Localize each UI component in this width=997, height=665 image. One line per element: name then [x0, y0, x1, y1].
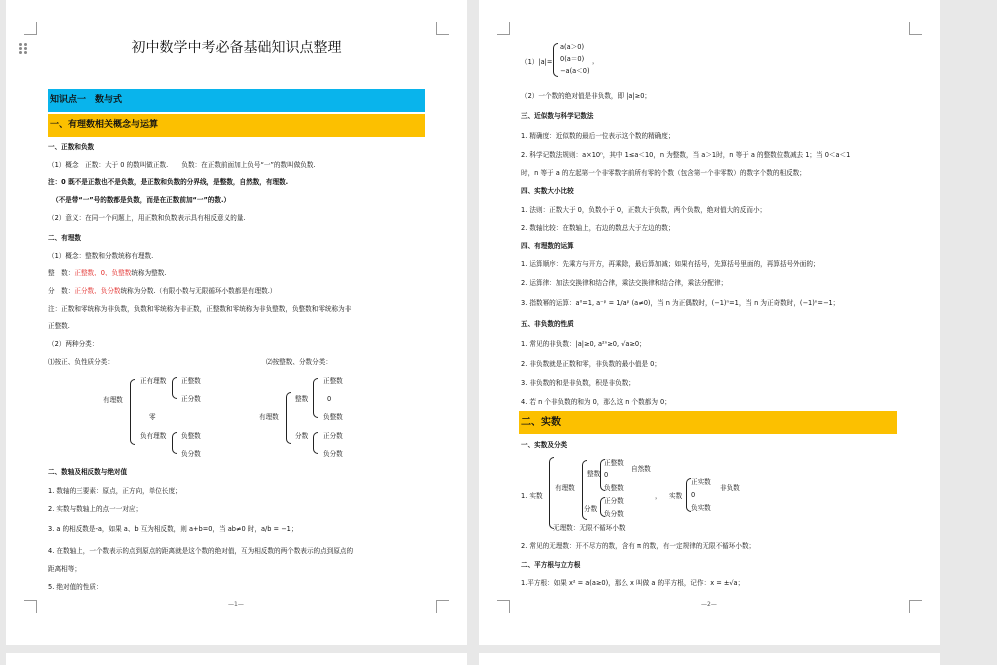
document-page-2 — [479, 0, 940, 645]
heading: 二、数轴及相反数与绝对值 — [48, 468, 128, 476]
tree-node: 0 — [691, 491, 696, 499]
tree-node: 整数 — [295, 395, 309, 403]
tree-node: 负整数 — [323, 413, 343, 421]
tree-node: 负有理数 — [140, 432, 167, 440]
text-line: 1. 数轴的三要素：原点，正方向，单位长度； — [48, 487, 182, 495]
heading: 五、非负数的性质 — [521, 320, 574, 328]
text-line: （2）意义：在同一个问题上，用正数和负数表示具有相反意义的量. — [48, 214, 246, 222]
brace — [130, 379, 135, 445]
section-banner: 知识点一 数与式 — [48, 89, 425, 112]
text-line: 2. 实数与数轴上的点一一对应； — [48, 505, 143, 513]
crop-mark — [909, 22, 922, 35]
document-title: 初中数学中考必备基础知识点整理 — [131, 40, 342, 56]
formula-case: −a(a＜0) — [560, 67, 590, 75]
heading: 一、正数和负数 — [48, 143, 95, 151]
document-page-3-edge — [6, 653, 467, 665]
tree-node: 正整数 — [604, 459, 624, 467]
text-line: ， — [592, 57, 599, 65]
formula-case: 0(a＝0) — [560, 55, 585, 63]
tree-node: 有理数 — [103, 396, 123, 404]
tree-node: 非负数 — [720, 484, 740, 492]
document-page-4-edge — [479, 653, 940, 665]
text-line: 5. 绝对值的性质： — [48, 583, 103, 591]
text-line: 2. 常见的无理数：开不尽方的数，含有 π 的数，有一定规律的无限不循环小数； — [521, 542, 756, 550]
tree-node: 分数 — [295, 432, 309, 440]
text-line: 1. 运算顺序：先乘方与开方，再乘除，最后算加减；如果有括号，先算括号里面的，再算括号外面的； — [521, 260, 820, 268]
text-line: 4. 若 n 个非负数的和为 0，那么这 n 个数都为 0； — [521, 398, 671, 406]
text-line: ⑴按正、负性质分类： — [48, 358, 114, 366]
page-number: —2— — [701, 601, 717, 608]
tree-node: 自然数 — [631, 465, 651, 473]
text-line: 2. 科学记数法规则：a×10ⁿ，其中 1≤a＜10，n 为整数，当 a＞1时，n 等于 a 的整数位数减去 1；当 0＜a＜1 — [521, 151, 851, 159]
heading: 一、实数及分类 — [521, 441, 568, 449]
text-line: （1）概念：整数和分数统称有理数. — [48, 252, 154, 260]
text-line: 距离相等； — [48, 565, 81, 573]
document-page-1 — [6, 0, 467, 645]
crop-mark — [24, 600, 37, 613]
section-banner: 一、有理数相关概念与运算 — [48, 114, 425, 137]
brace — [313, 432, 318, 454]
brace — [313, 378, 318, 418]
tree-node: 负整数 — [181, 432, 201, 440]
tree-node: 正整数 — [323, 377, 343, 385]
tree-node: 1. 实数 — [521, 492, 543, 500]
brace — [549, 457, 554, 529]
brace — [172, 377, 177, 399]
heading: 二、有理数 — [48, 234, 81, 242]
crop-mark — [436, 22, 449, 35]
text-line: （2）一个数的绝对值是非负数，即 |a|≥0； — [521, 92, 651, 100]
tree-node: 零 — [149, 413, 156, 421]
text-line: 1. 常见的非负数：|a|≥0, a²ⁿ≥0, √a≥0； — [521, 340, 646, 348]
section-banner: 二、实数 — [519, 411, 897, 434]
page-number: —1— — [228, 601, 244, 608]
tree-node: 分数 — [584, 505, 598, 513]
brace — [172, 432, 177, 454]
tree-node: 正实数 — [691, 478, 711, 486]
heading: 三、近似数与科学记数法 — [521, 112, 594, 120]
crop-mark — [24, 22, 37, 35]
text-line: 1. 精确度：近似数的最后一位表示这个数的精确度； — [521, 132, 675, 140]
text-line: ⑵按整数、分数分类： — [266, 358, 332, 366]
text-line: 时，n 等于 a 的左起第一个非零数字前所有零的个数（包含第一个非零数）的数字个数的相反数； — [521, 169, 806, 177]
text-line: 1. 法则：正数大于 0，负数小于 0，正数大于负数，两个负数，绝对值大的反而小； — [521, 206, 767, 214]
tree-node: 负实数 — [691, 504, 711, 512]
tree-node: 正整数 — [181, 377, 201, 385]
heading: 四、实数大小比较 — [521, 187, 574, 195]
text-line: 分 数：正分数、负分数统称为分数.（有限小数与无限循环小数都是有理数.） — [48, 287, 277, 295]
tree-node: 有理数 — [555, 484, 575, 492]
text-line: 3. a 的相反数是-a，如果 a、b 互为相反数，则 a+b=0，当 ab≠0 时，a/b = −1； — [48, 525, 298, 533]
text-line: 正整数. — [48, 322, 70, 330]
crop-mark — [436, 600, 449, 613]
text-line: 3. 非负数的和是非负数，积是非负数； — [521, 379, 635, 387]
tree-node: 正分数 — [181, 395, 201, 403]
tree-node: 0 — [604, 471, 609, 479]
tree-node: 有理数 — [259, 413, 279, 421]
text-line: （2）两种分类： — [48, 340, 99, 348]
text-line: （不是带“一”号的数都是负数，而是在正数前加“一”的数.） — [52, 196, 231, 204]
tree-node: 正分数 — [604, 497, 624, 505]
crop-mark — [497, 22, 510, 35]
text-line: 注：正数和零统称为非负数，负数和零统称为非正数，正整数和零统称为非负整数，负整数和零统称为非 — [48, 305, 352, 313]
crop-mark — [909, 600, 922, 613]
tree-node: 负分数 — [323, 450, 343, 458]
text-line: 整 数：正整数、0、负整数统称为整数. — [48, 269, 167, 277]
text-line: 注：0 既不是正数也不是负数，是正数和负数的分界线，是整数，自然数，有理数. — [48, 178, 289, 186]
tree-node: 实数 — [669, 492, 683, 500]
tree-node: 负分数 — [604, 510, 624, 518]
text-line: （1）概念 正数：大于 0 的数叫做正数. 负数：在正数前面加上负号“一”的数叫做负数. — [48, 161, 316, 169]
tree-node: 正有理数 — [140, 377, 167, 385]
text-line: 2. 非负数就是正数和零，非负数的最小值是 0； — [521, 360, 661, 368]
heading: 四、有理数的运算 — [521, 242, 574, 250]
crop-mark — [497, 600, 510, 613]
formula-label: （1）|a|= — [521, 58, 553, 66]
text-line: 4. 在数轴上，一个数表示的点到原点的距离就是这个数的绝对值，互为相反数的两个数表示的点到原点的 — [48, 547, 354, 555]
tree-node: 正分数 — [323, 432, 343, 440]
text-line: 2. 数轴比较：在数轴上，右边的数总大于左边的数； — [521, 224, 675, 232]
text-line: 3. 指数幂的运算：a⁰=1, a⁻ᵖ = 1/aᵖ (a≠0)，当 n 为正偶数时，(−1)ⁿ=1，当 n 为正奇数时，(−1)ⁿ=−1； — [521, 299, 840, 307]
tree-node: 无理数：无限不循环小数 — [553, 524, 626, 532]
text-line: 1.平方根：如果 x² = a(a≥0)，那么 x 叫做 a 的平方根，记作：x = ±√a； — [521, 579, 745, 587]
tree-node: 整数 — [587, 470, 601, 478]
formula-case: a(a＞0) — [560, 43, 585, 51]
brace — [286, 392, 291, 444]
text-line: 2. 运算律：加法交换律和结合律，乘法交换律和结合律，乘法分配律； — [521, 279, 728, 287]
heading: 二、平方根与立方根 — [521, 561, 581, 569]
text-line: ， — [655, 492, 662, 500]
tree-node: 负整数 — [604, 484, 624, 492]
brace — [553, 43, 558, 77]
tree-node: 0 — [327, 395, 332, 403]
tree-node: 负分数 — [181, 450, 201, 458]
